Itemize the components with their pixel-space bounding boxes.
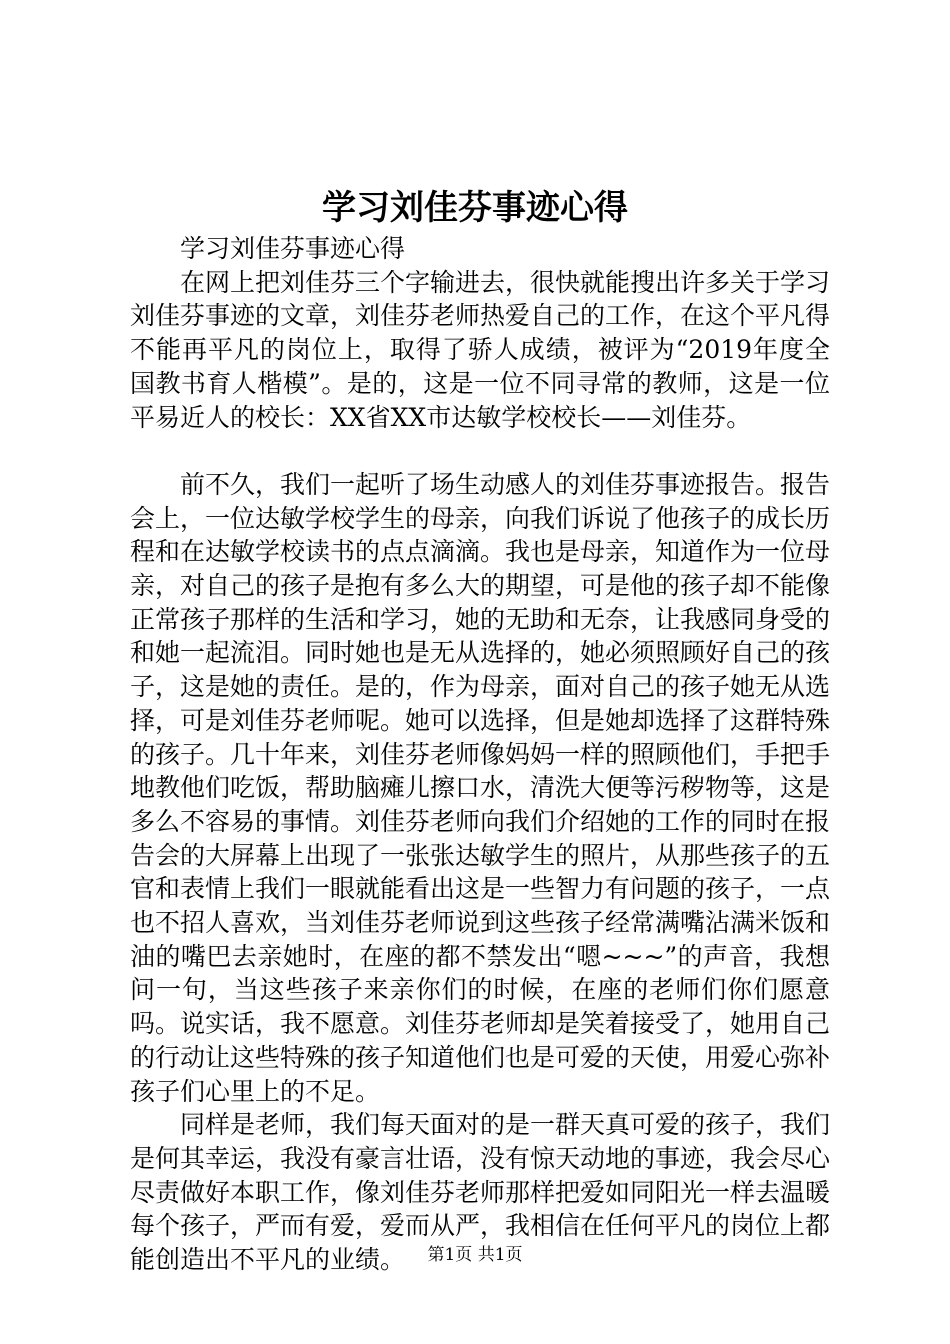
paragraph-subtitle: 学习刘佳芬事迹心得: [180, 234, 406, 263]
paragraph-report: 前不久，我们一起听了场生动感人的刘佳芬事迹报告。报告会上，一位达敏学校学生的母亲，向我们诉说了他孩子的成长历程和在达敏学校读书的点点滴滴。我也是母亲，知道作为一位母亲，对自己的孩子是抱有多么大的期望，可是他的孩子却不能像正常孩子那样的生活和学习，她的无助和无奈，让我感同身受的和她一起流泪。同时她也是无从选择的，她必须照顾好自己的孩子，这是她的责任。是的，作为母亲，面对自己的孩子她无从选择，可是刘佳芬老师呢。她可以选择，但是她却选择了这群特殊的孩子。几十年来，刘佳芬老师像妈妈一样的照顾他们，手把手地教他们吃饭，帮助脑瘫儿擦口水，清洗大便等污秽物等，这是多么不容易的事情。刘佳芬老师向我们介绍她的工作的同时在报告会的大屏幕上出现了一张张达敏学生的照片，从那些孩子的五官和表情上我们一眼就能看出这是一些智力有问题的孩子，一点也不招人喜欢，当刘佳芬老师说到这些孩子经常满嘴沾满米饭和油的嘴巴去亲她时，在座的都不禁发出“嗯~~~”的声音，我想问一句，当这些孩子来亲你们的时候，在座的老师们你们愿意吗。说实话，我不愿意。刘佳芬老师却是笑着接受了，她用自己的行动让这些特殊的孩子知道他们也是可爱的天使，用爱心弥补孩子们心里上的不足。: [130, 469, 831, 1106]
paragraph-intro: 在网上把刘佳芬三个字输进去，很快就能搜出许多关于学习刘佳芬事迹的文章，刘佳芬老师热爱自己的工作，在这个平凡得不能再平凡的岗位上，取得了骄人成绩，被评为“2019年度全国教书育人楷模”。是的，这是一位不同寻常的教师，这是一位平易近人的校长：XX省XX市达敏学校校长——刘佳芬。: [130, 267, 831, 432]
paragraph-conclusion: 同样是老师，我们每天面对的是一群天真可爱的孩子，我们是何其幸运，我没有豪言壮语，没有惊天动地的事迹，我会尽心尽责做好本职工作，像刘佳芬老师那样把爱如同阳光一样去温暖每个孩子，严而有爱，爱而从严，我相信在任何平凡的岗位上都能创造出不平凡的业绩。: [130, 1110, 831, 1275]
document-body: [130, 232, 830, 1277]
document-title: 学习刘佳芬事迹心得: [322, 188, 628, 228]
page-footer: 第1页 共1页: [427, 1245, 523, 1265]
